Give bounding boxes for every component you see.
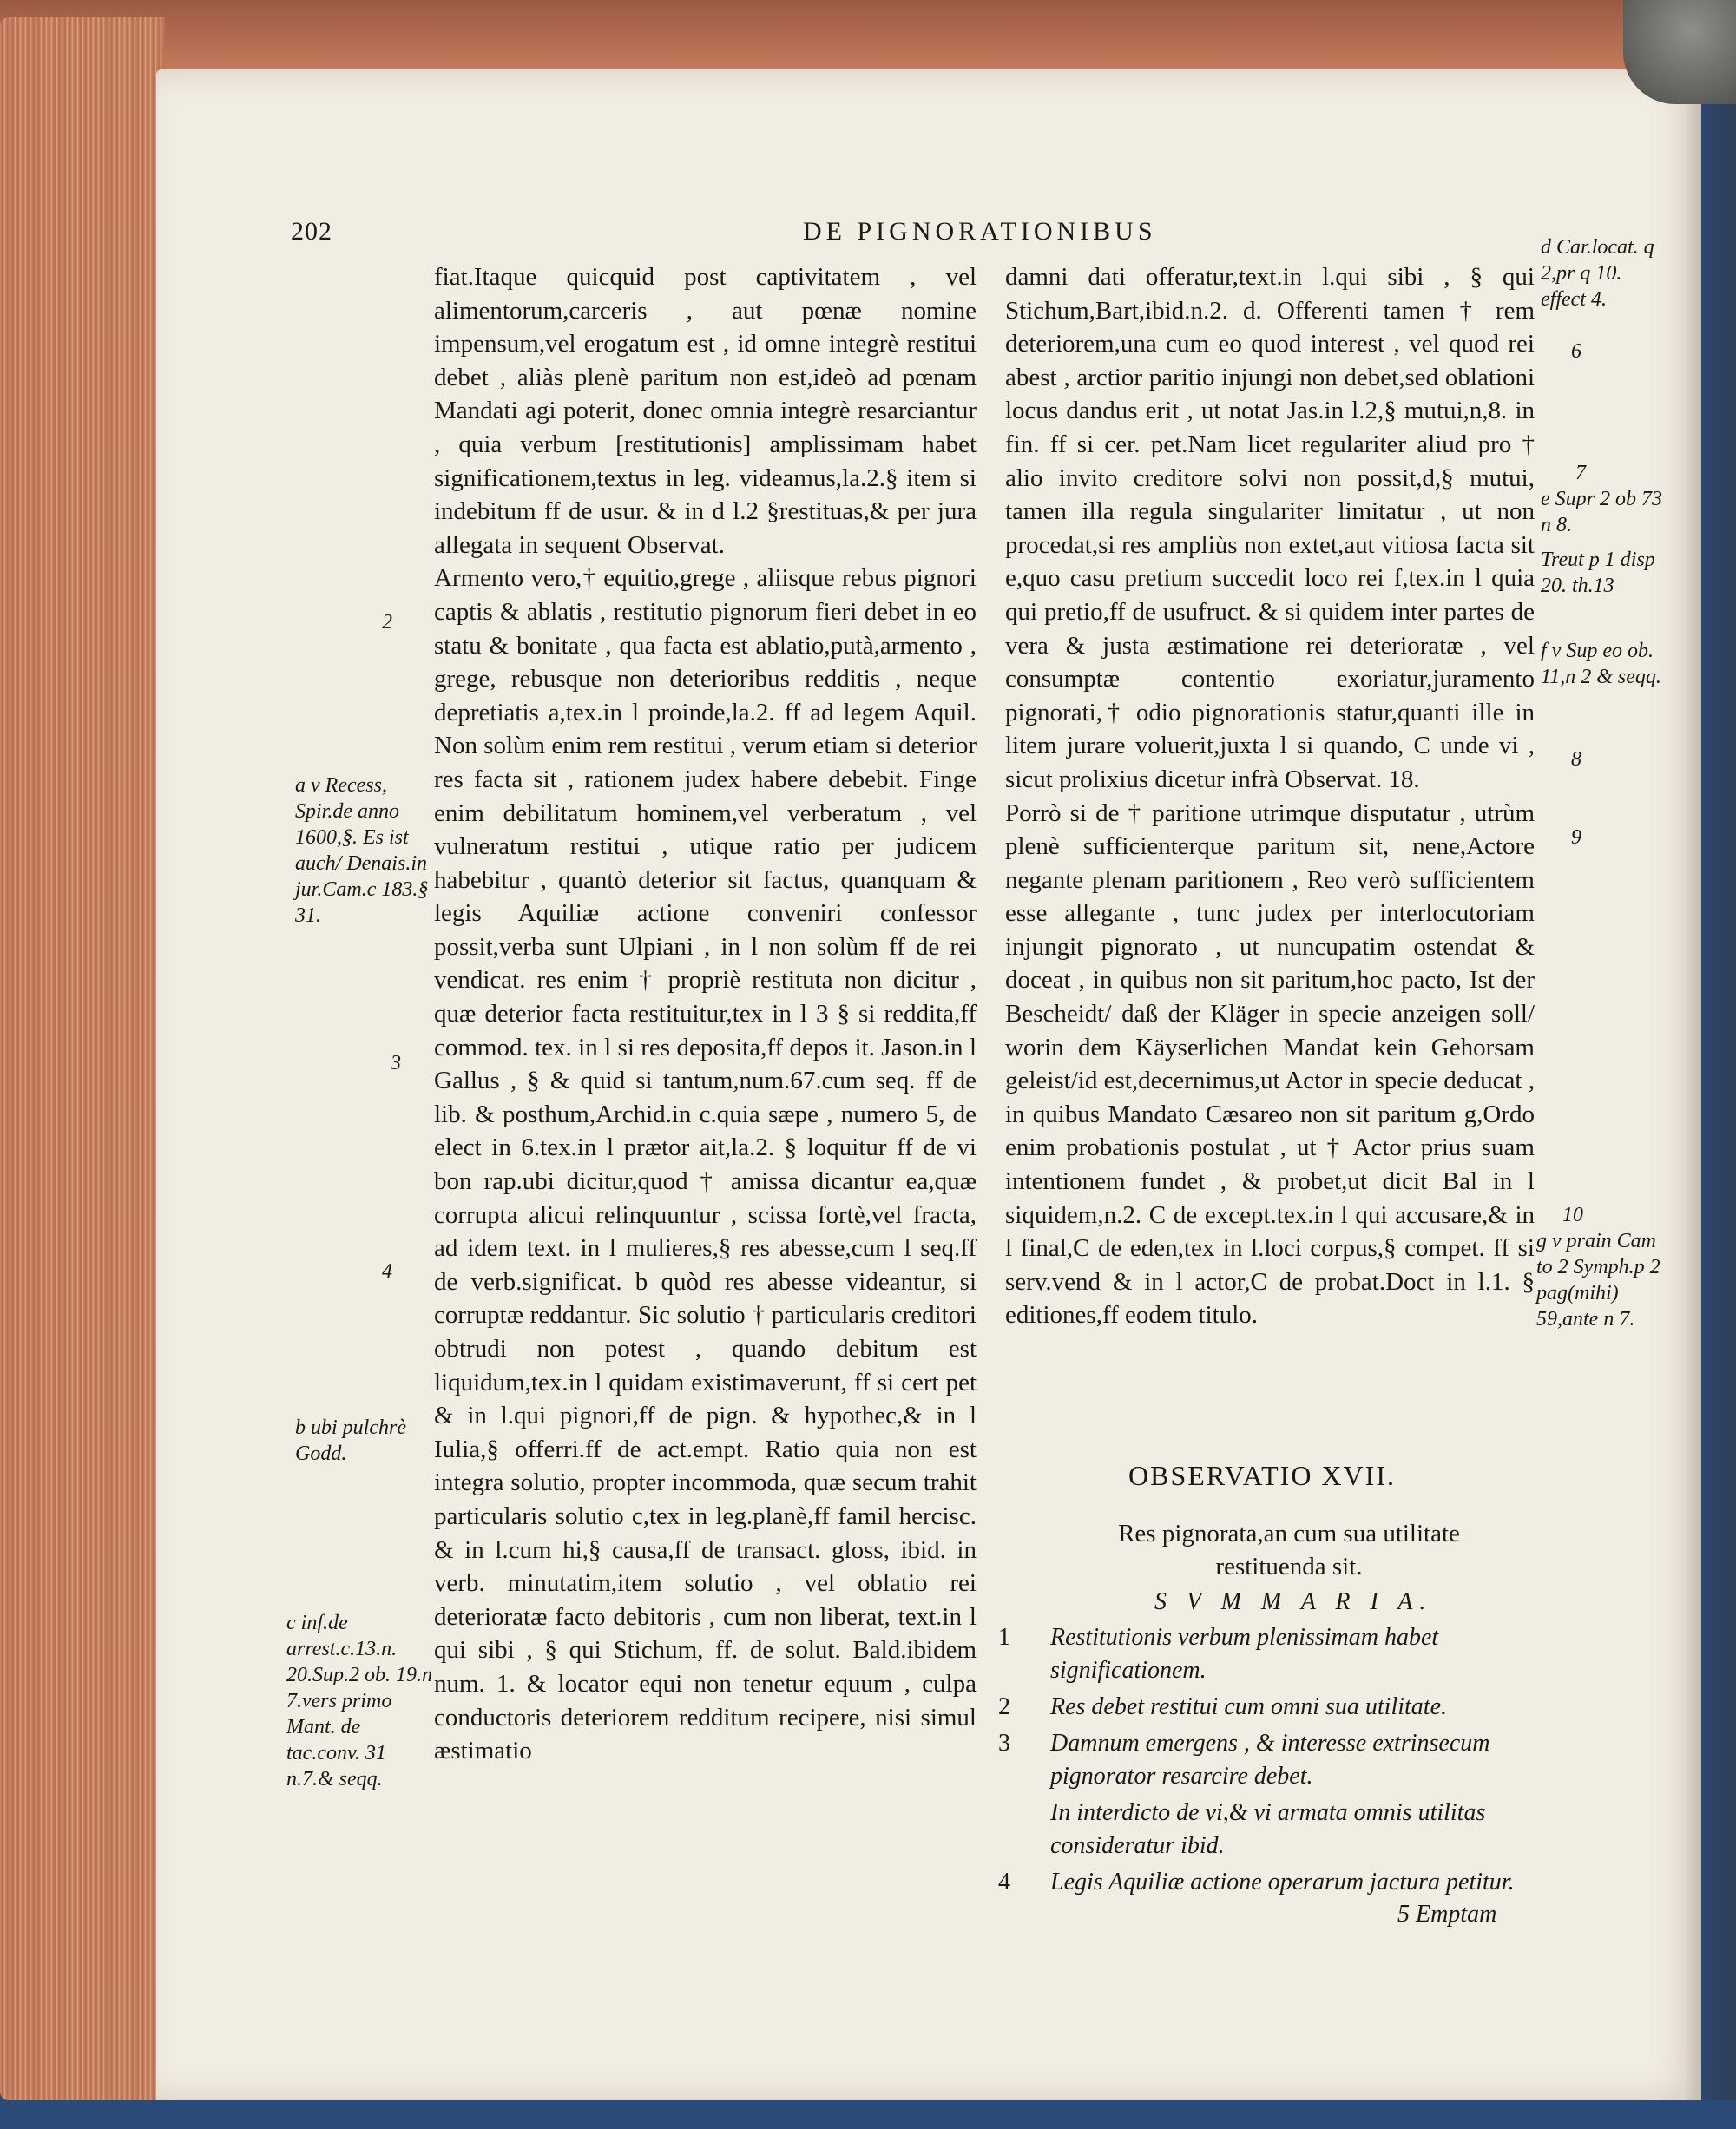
book-cover-top <box>0 0 1736 69</box>
summary-item-text: In interdicto de vi,& vi armata omnis utilitas consideratur ibid. <box>1050 1799 1486 1859</box>
page-number: 202 <box>291 217 332 246</box>
margin-note: b ubi pulchrè Godd. <box>295 1416 406 1465</box>
catchword: 5 Emptam <box>1397 1901 1497 1928</box>
left-text-column <box>434 260 976 1909</box>
summary-item-number: 4 <box>998 1869 1010 1896</box>
summary-item <box>998 1621 1536 1687</box>
summary-item-number: 2 <box>998 1693 1010 1720</box>
summary-item <box>998 1727 1536 1793</box>
spine-shadow <box>1684 69 1736 2100</box>
paragraph: Porrò si de † paritione utrimque disputatur , utrùm plenè sufficienterque paritum sit, nene,Actore negante plenam paritionem , Reo verò sufficientem esse allegante , tunc judex per interlocutoriam injungit pignorato , ut nuncupatim ostendat & doceat , in quibus non sit paritum,hoc pacto, Ist der Bescheidt/ daß der Kläger in specie anzeigen soll/ worin dem Käyserlichen Mandat kein Gehorsam geleist/id est,decernimus,ut Actor in specie deducat , in quibus Mandato Cæsareo non sit paritum g,Ordo enim probationis postulat , ut † Actor prius suam intentionem fundet , & probet,ut dicit Bal in l siquidem,n.2. C de except.tex.in l qui accusare,& in l final,C de eden,tex in l.loci corpus,§ compet. ff si serv.vend & in l actor,C de probat.Doct in l.1. § editiones,ff eodem titulo. <box>1005 798 1535 1330</box>
margin-note: a v Recess, Spir.de anno 1600,§. Es ist auch/ Denais.in jur.Cam.c 183.§ 31. <box>295 774 429 927</box>
margin-note: f v Sup eo ob. 11,n 2 & seqq. <box>1541 640 1661 688</box>
summary-item-number: 3 <box>998 1730 1010 1757</box>
observation-title: OBSERVATIO XVII. <box>1128 1460 1396 1491</box>
margin-number: 6 <box>1571 340 1581 363</box>
observation-subtitle: Res pignorata,an cum sua utilitate restituenda sit. <box>1118 1520 1460 1580</box>
summary-item-text: Damnum emergens , & interesse extrinsecum pignorator resarcire debet. <box>1050 1730 1490 1790</box>
margin-note: c inf.de arrest.c.13.n. 20.Sup.2 ob. 19.n 7.vers primo Mant. de tac.conv. 31 n.7.& seqq. <box>286 1612 432 1791</box>
summary-item-text: Restitutionis verbum plenissimam habet significationem. <box>1050 1624 1439 1684</box>
summary-item-text: Legis Aquiliæ actione operarum jactura petitur. <box>1050 1869 1515 1896</box>
margin-note: g v prain Cam to 2 Symph.p 2 pag(mihi) 59,ante n 7. <box>1536 1230 1660 1331</box>
right-text-column <box>1005 260 1535 1475</box>
summary-item-number: 1 <box>998 1624 1010 1651</box>
margin-note: e Supr 2 ob 73 n 8. <box>1541 488 1662 536</box>
running-title: DE PIGNORATIONIBUS <box>803 217 1157 246</box>
margin-note: Treut p 1 disp 20. th.13 <box>1541 549 1655 597</box>
summary-item <box>998 1691 1536 1724</box>
margin-number: 8 <box>1571 748 1581 771</box>
page-edges <box>0 17 165 2100</box>
summaria-list <box>998 1621 1536 1902</box>
summary-item <box>998 1866 1536 1899</box>
margin-note: d Car.locat. q 2,pr q 10. effect 4. <box>1541 236 1654 311</box>
paragraph: Armento vero,† equitio,grege , aliisque rebus pignori captis & ablatis , restitutio pignorum fieri debet in eo statu & bonitate , qua facta est ablatio,putà,armento , grege, rebusque non deterioribus redditis , neque depretiatis a,tex.in l proinde,la.2. ff ad legem Aquil. Non solùm enim rem restitui , verum etiam si deterior res facta sit , rationem judex habere debebit. Finge enim debilitatum hominem,vel verberatum , vel vulneratum restitui , utique ratio per judicem habebitur , quantò deterior sit factus, quanquam & legis Aquiliæ actione conveniri confessor possit,verba sunt Ulpiani , in l non solùm ff de rei vendicat. res enim † propriè restituta non dicitur , quæ deterior facta restituitur,tex in l 3 § si reddita,ff commod. tex. in l si res deposita,ff depos it. Jason.in l Gallus , § & quid si tantum,num.67.cum seq. ff de lib. & posthum,Archid.in c.quia sæpe , numero 5, de elect in 6.tex.in l prætor ait,la.2. § loquitur ff de vi bon rap.ubi dicitur,quod † amissa dicantur ea,quæ corrupta alicui relinquuntur , scissa fortè,vel fracta, ad idem text. in l mulieres,§ res abesse,cum l seq.ff de verb.significat. b quòd res abesse videantur, si corruptæ reddantur. Sic solutio † particularis creditori obtrudi non potest , quando debitum est liquidum,tex.in l quidam existimaverunt, ff si cert pet & in l.qui pignori,ff de pign. & hypothec,& in l Iulia,§ offerri.ff de act.empt. Ratio quia non est integra solutio, propter incommoda, quæ secum trahit particularis solutio c,tex in leg.planè,ff famil hercisc. & in l.cum hi,§ causa,ff de transact. gloss, ibid. in verb. minutatim,item solutio , vel oblatio rei deterioratæ facto debitoris , cum non liberat, text.in l qui sibi , § qui Stichum, ff. de solut. Bald.ibidem num. 1. & locator equi non tenetur equum , culpa conductoris deteriorem redditum recipere, nisi simul æstimatio <box>434 564 976 1765</box>
margin-number: 4 <box>382 1260 392 1283</box>
margin-number: 2 <box>382 611 392 634</box>
paragraph: damni dati offeratur,text.in l.qui sibi , § qui Stichum,Bart,ibid.n.2. d. Offerenti tamen † rem deteriorem,una cum eo quod interest , vel quod rei abest , arctior paritio injungi non debet,sed oblationi locus dandus erit , ut notat Jas.in l.2,§ mutui,n,8. in fin. ff si cer. pet.Nam licet regulariter aliud pro † alio invito creditore solvi non possit,d,§ mutui, tamen illa regula singulariter limitatur , ut non procedat,si res ampliùs non extet,aut vitiosa facta sit e,quo casu pretium succedit loco rei f,tex.in l quia qui pretio,ff de usufruct. & si quidem inter partes de vera & justa æstimatione rei deterioratæ , vel consumptæ contentio exoriatur,juramento pignorati,† odio pignorationis statur,quanti ille in litem jurare voluerit,juxta l si quando, C unde vi , sicut prolixius dicetur infrà Observat. 18. <box>1005 263 1535 793</box>
margin-number: 9 <box>1571 826 1581 849</box>
paragraph: fiat.Itaque quicquid post captivitatem , vel alimentorum,carceris , aut pœnæ nomine impensum,vel erogatum est , id omne integrè restitui debet , aliàs plenè paritum non est,ideò ad pœnam Mandati agi poterit, donec omnia integrè resarciantur , quia verbum [restitutionis] amplissimam habet significationem,textus in leg. videamus,la.2.§ item si indebitum ff de usur. & in d l.2 §restituas,& per jura allegata in sequent Observat. <box>434 263 976 559</box>
margin-number: 3 <box>391 1052 401 1074</box>
summaria-heading: S V M M A R I A. <box>1154 1588 1433 1615</box>
margin-number: 7 <box>1575 462 1586 484</box>
summary-item-text: Res debet restitui cum omni sua utilitate. <box>1050 1693 1448 1720</box>
margin-number: 10 <box>1562 1204 1583 1226</box>
summary-item <box>998 1797 1536 1863</box>
thumb <box>1623 0 1736 104</box>
